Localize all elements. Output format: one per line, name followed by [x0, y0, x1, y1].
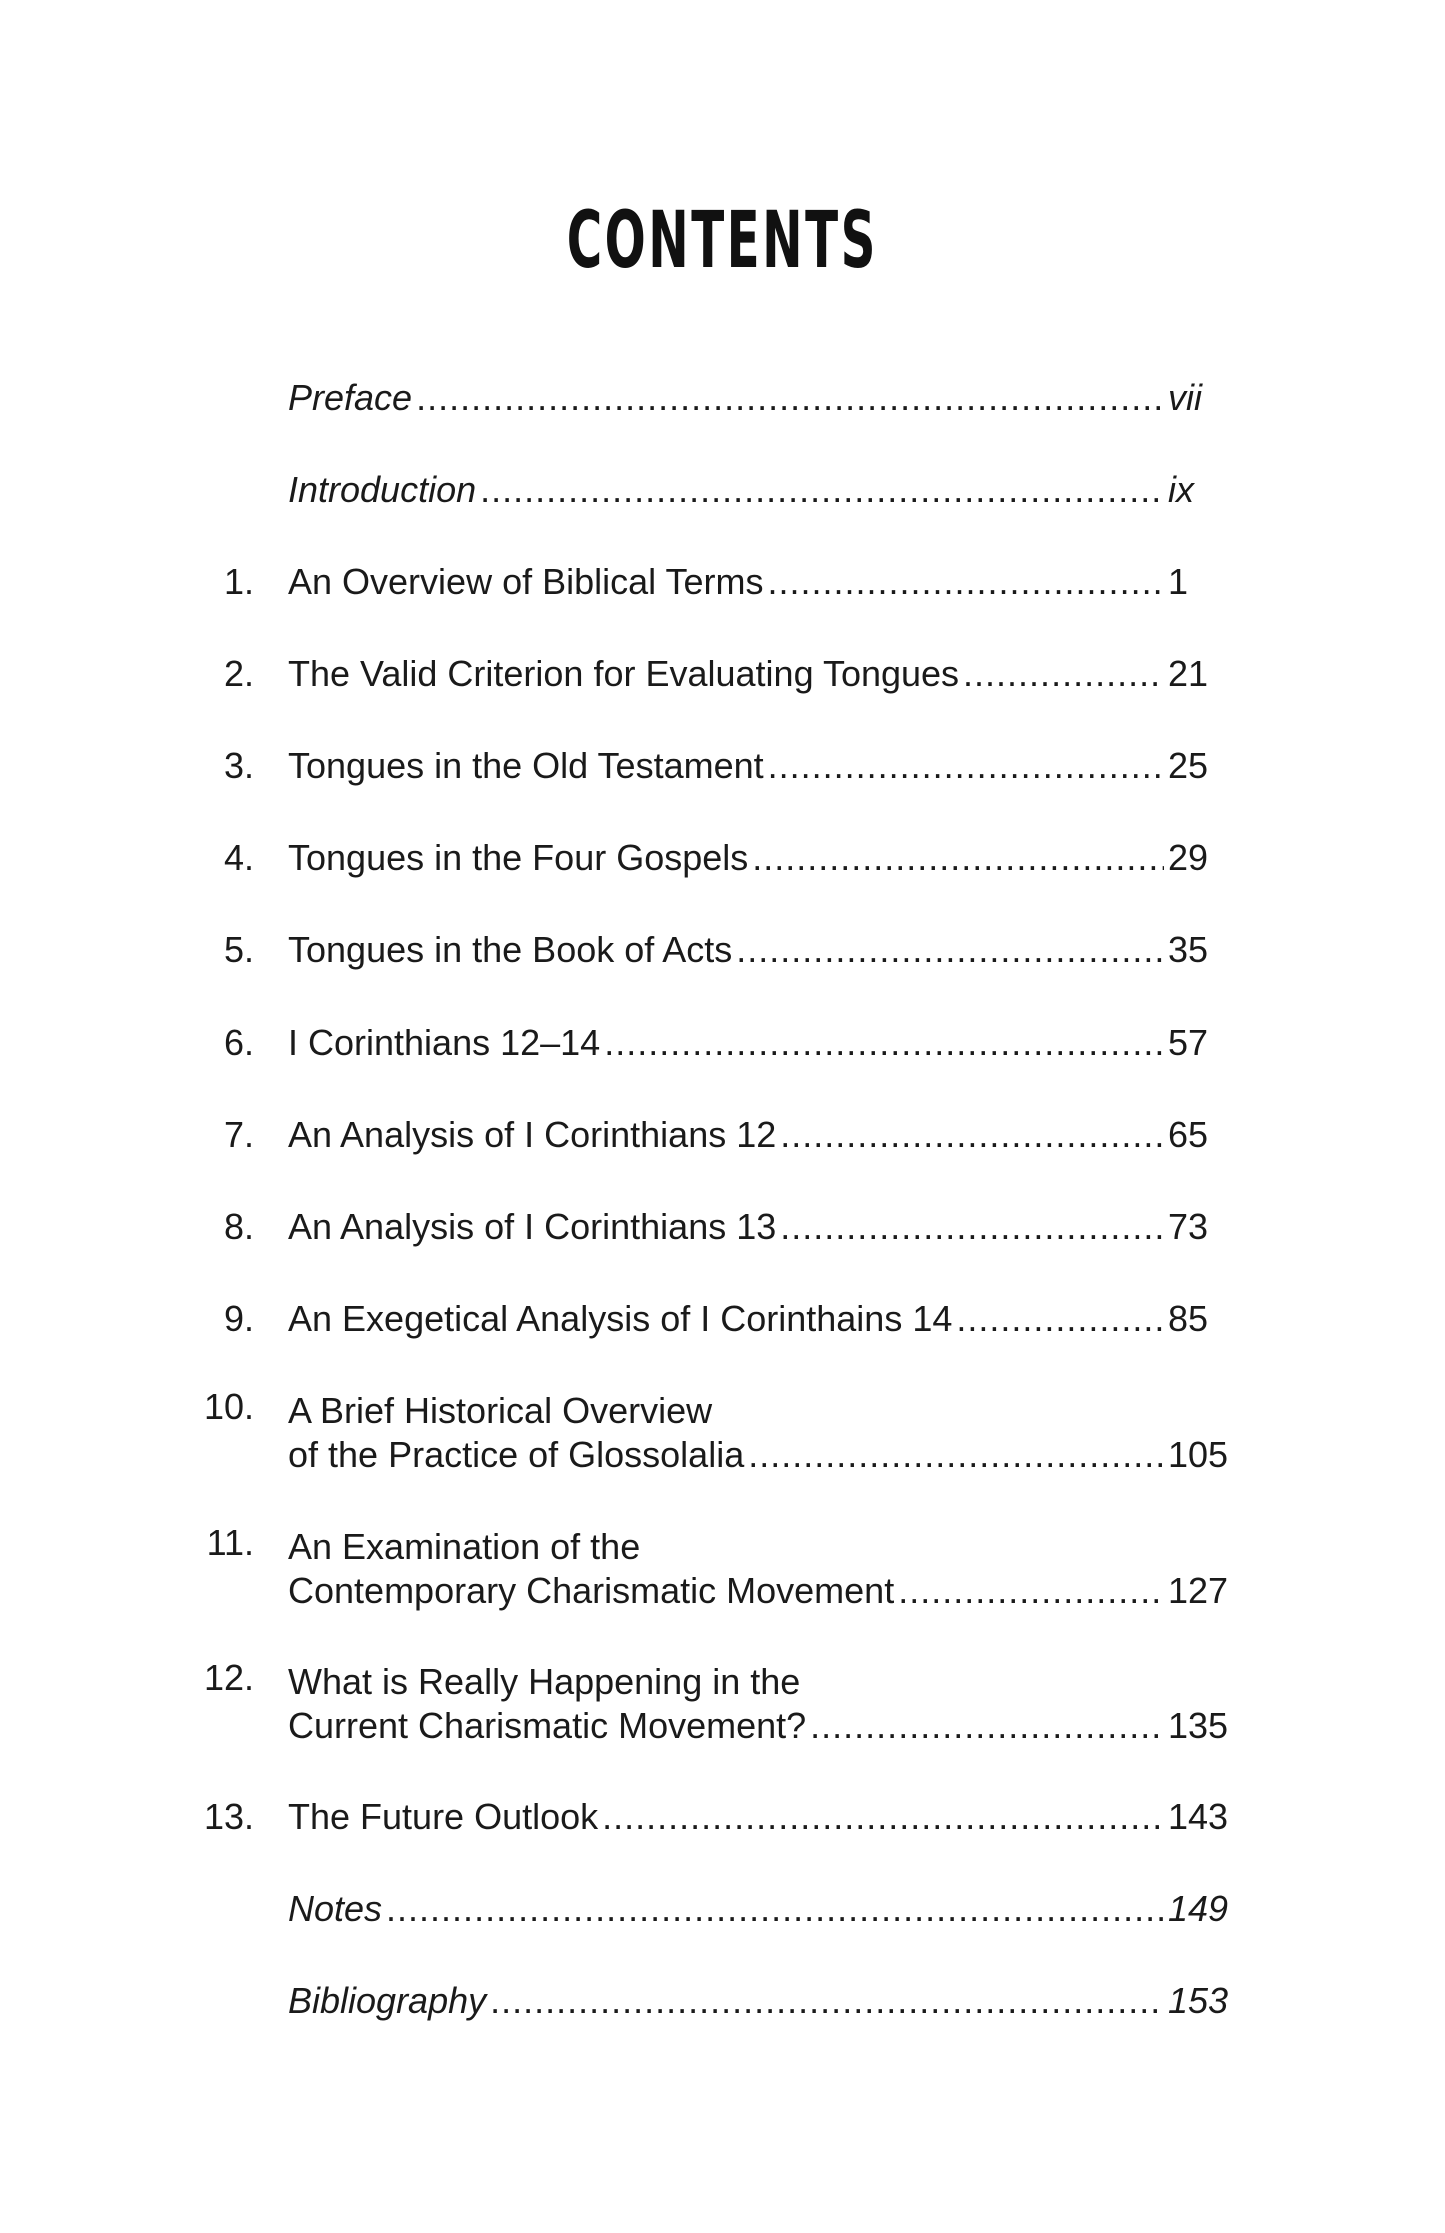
toc-entry-number: 6. — [223, 1022, 254, 1063]
page-title: CONTENTS — [566, 196, 878, 286]
dot-leader — [768, 560, 1165, 604]
dot-leader — [748, 1433, 1164, 1477]
dot-leader — [736, 928, 1164, 972]
toc-entry-title: of the Practice of Glossolalia — [288, 1434, 745, 1475]
dot-leader — [602, 1795, 1164, 1839]
toc-entry-page: 105 — [1168, 1434, 1229, 1475]
toc-entry-page: 1 — [1168, 561, 1189, 602]
toc-entry-page: 65 — [1168, 1114, 1209, 1155]
toc-entry-number: 3. — [223, 745, 254, 786]
dot-leader — [490, 1979, 1164, 2023]
dot-leader — [386, 1887, 1164, 1931]
toc-entry-number: 8. — [223, 1206, 254, 1247]
toc-entry-page: 85 — [1168, 1298, 1209, 1339]
toc-entry-page: ix — [1168, 469, 1194, 510]
toc-entry-title: Contemporary Charismatic Movement — [288, 1570, 895, 1611]
toc-entry-title: An Overview of Biblical Terms — [288, 561, 764, 602]
toc-entry-number: 11. — [206, 1522, 254, 1563]
toc-entry-page: 29 — [1168, 837, 1209, 878]
dot-leader — [963, 652, 1164, 696]
toc-entry-title: Introduction — [288, 469, 477, 510]
toc-entry-number: 1. — [223, 561, 254, 602]
toc-entry-title: Notes — [288, 1888, 383, 1929]
toc-entry-title: An Exegetical Analysis of I Corinthains 14 — [288, 1298, 953, 1339]
dot-leader — [416, 376, 1164, 420]
toc-entry-page: 57 — [1168, 1022, 1209, 1063]
toc-entry-title: An Analysis of I Corinthians 13 — [288, 1206, 777, 1247]
toc-entry-number: 2. — [223, 653, 254, 694]
dot-leader — [752, 836, 1164, 880]
toc-entry-page: 21 — [1168, 653, 1209, 694]
toc-entry-page: vii — [1168, 377, 1202, 418]
toc-entry-title-line1: A Brief Historical Overview — [288, 1390, 713, 1431]
dot-leader — [780, 1113, 1164, 1157]
toc-entry-page: 25 — [1168, 745, 1209, 786]
dot-leader — [604, 1021, 1164, 1065]
dot-leader — [956, 1297, 1164, 1341]
toc-entry-page: 73 — [1168, 1206, 1209, 1247]
toc-entry-title: An Analysis of I Corinthians 12 — [288, 1114, 777, 1155]
toc-entry-title: The Future Outlook — [288, 1796, 599, 1837]
toc-entry-title: Current Charismatic Movement? — [288, 1705, 807, 1746]
toc-entry-page: 149 — [1168, 1888, 1229, 1929]
toc-entry-page: 143 — [1168, 1796, 1229, 1837]
dot-leader — [810, 1704, 1164, 1748]
toc-entry-title: I Corinthians 12–14 — [288, 1022, 601, 1063]
toc-entry-number: 12. — [203, 1657, 254, 1698]
toc-entry-number: 4. — [223, 837, 254, 878]
toc-entry-number: 7. — [223, 1114, 254, 1155]
dot-leader — [768, 744, 1164, 788]
dot-leader — [898, 1569, 1164, 1613]
toc-entry-title: Bibliography — [288, 1980, 487, 2021]
toc-entry-page: 135 — [1168, 1705, 1229, 1746]
toc-entry-title: Tongues in the Old Testament — [288, 745, 764, 786]
toc-entry-title-line1: What is Really Happening in the — [288, 1661, 801, 1702]
toc-entry-title: Preface — [288, 377, 413, 418]
toc-entry-number: 13. — [203, 1796, 254, 1837]
dot-leader — [780, 1205, 1164, 1249]
toc-entry-page: 153 — [1168, 1980, 1229, 2021]
toc-entry-page: 35 — [1168, 929, 1209, 970]
toc-entry-title: Tongues in the Four Gospels — [288, 837, 749, 878]
toc-entry-title-line1: An Examination of the — [288, 1526, 641, 1567]
toc-entry-number: 9. — [223, 1298, 254, 1339]
toc-entry-page: 127 — [1168, 1570, 1229, 1611]
toc-entry-title: The Valid Criterion for Evaluating Tongues — [288, 653, 960, 694]
toc-entry-title: Tongues in the Book of Acts — [288, 929, 733, 970]
toc-entry-number: 10. — [203, 1386, 254, 1427]
dot-leader — [480, 468, 1164, 512]
toc-entry-number: 5. — [223, 929, 254, 970]
